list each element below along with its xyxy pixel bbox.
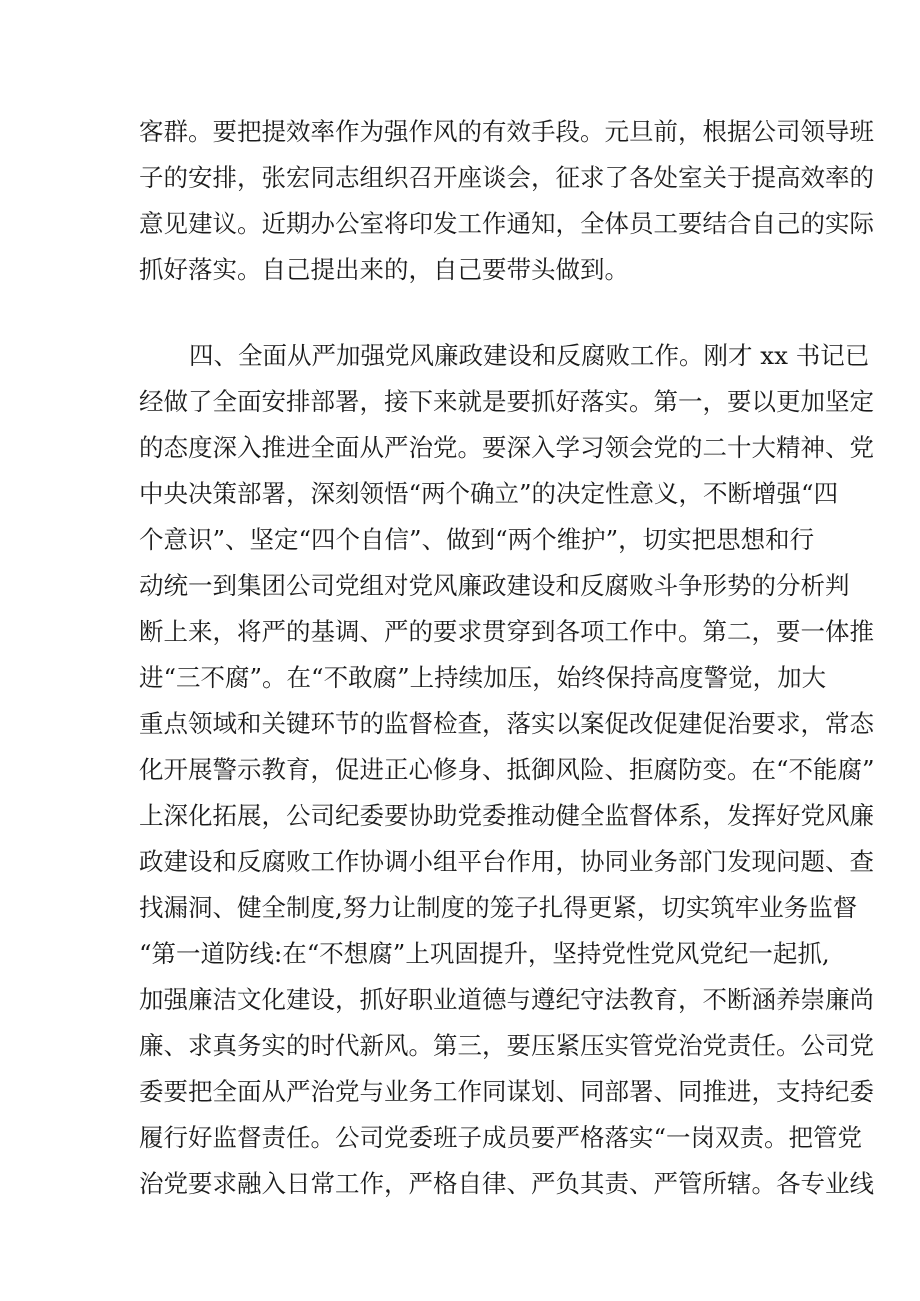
text-line: 重点领域和关键环节的监督检查，落实以案促改促建促治要求，常态: [139, 709, 874, 738]
text-line: 抓好落实。自己提出来的，自己要带头做到。: [139, 255, 629, 284]
text-line: 找漏洞、健全制度,努力让制度的笼子扎得更紧，切实筑牢业务监督: [139, 893, 858, 922]
text-line: 意见建议。近期办公室将印发工作通知，全体员工要结合自己的实际: [139, 209, 874, 238]
text-line: 中央决策部署，深刻领悟“两个确立”的决定性意义，不断增强“四: [139, 479, 839, 508]
text-line: 客群。要把提效率作为强作风的有效手段。元旦前，根据公司领导班: [139, 117, 874, 146]
text-line: 四、全面从严加强党风廉政建设和反腐败工作。刚才 xx 书记已: [189, 341, 870, 370]
text-line: 履行好监督责任。公司党委班子成员要严格落实“一岗双责。把管党: [139, 1123, 863, 1152]
text-line: 政建设和反腐败工作协调小组平台作用，协同业务部门发现问题、查: [139, 847, 874, 876]
text-line: 上深化拓展，公司纪委要协助党委推动健全监督体系，发挥好党风廉: [139, 801, 874, 830]
text-line: 经做了全面安排部署，接下来就是要抓好落实。第一，要以更加坚定: [139, 387, 874, 416]
text-line: 治党要求融入日常工作，严格自律、严负其责、严管所辖。各专业线: [139, 1169, 874, 1198]
text-line: “第一道防线:在“不想腐”上巩固提升，坚持党性党风党纪一起抓,: [139, 939, 830, 968]
text-line: 子的安排，张宏同志组织召开座谈会，征求了各处室关于提高效率的: [139, 163, 874, 192]
text-line: 的态度深入推进全面从严治党。要深入学习领会党的二十大精神、党: [139, 433, 874, 462]
text-line: 动统一到集团公司党组对党风廉政建设和反腐败斗争形势的分析判: [139, 571, 850, 600]
text-line: 进“三不腐”。在“不敢腐”上持续加压，始终保持高度警觉，加大: [139, 663, 827, 692]
text-line: 委要把全面从严治党与业务工作同谋划、同部署、同推进，支持纪委: [139, 1077, 874, 1106]
text-line: 化开展警示教育，促进正心修身、抵御风险、拒腐防变。在“不能腐”: [139, 755, 875, 784]
text-line: 断上来，将严的基调、严的要求贯穿到各项工作中。第二，要一体推: [139, 617, 874, 646]
text-line: 个意识”、坚定“四个自信”、做到“两个维护”，切实把思想和行: [139, 525, 815, 554]
text-line: 加强廉洁文化建设，抓好职业道德与遵纪守法教育，不断涵养崇廉尚: [139, 985, 874, 1014]
text-line: 廉、求真务实的时代新风。第三，要压紧压实管党治党责任。公司党: [139, 1031, 874, 1060]
